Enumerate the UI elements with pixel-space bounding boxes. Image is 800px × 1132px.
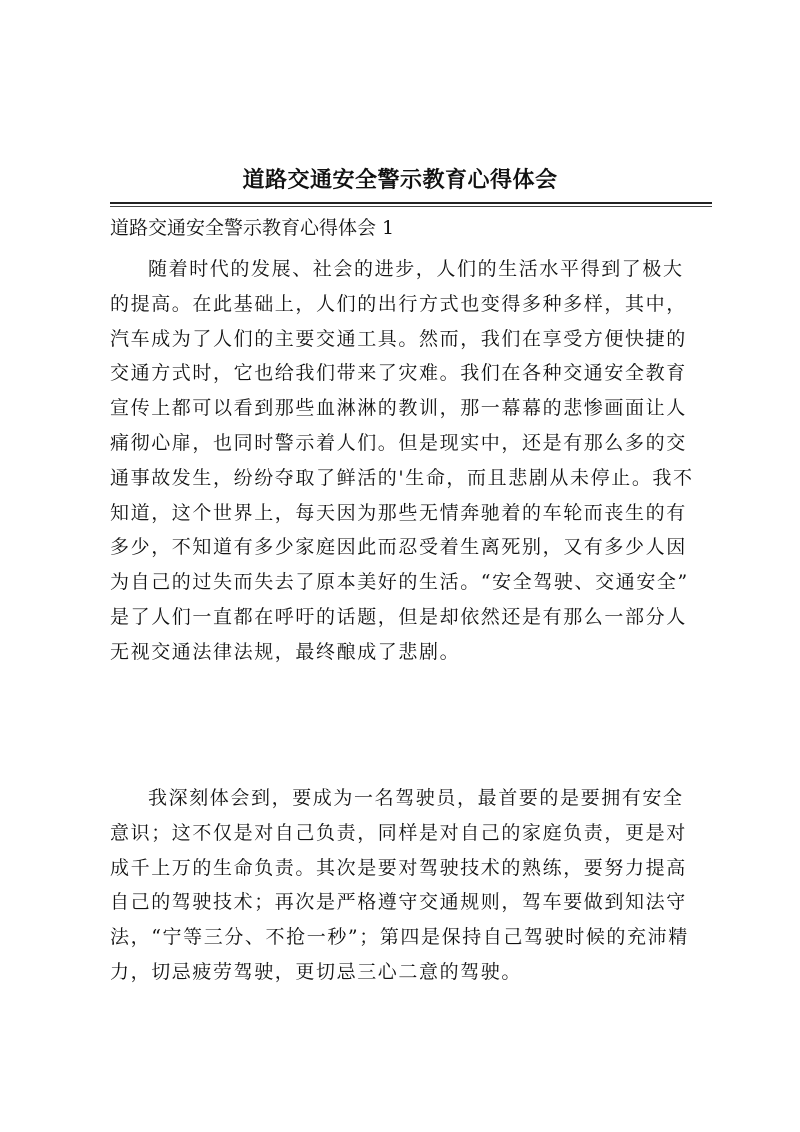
paragraph-line: 意识；这不仅是对自己负责，同样是对自己的家庭负责，更是对 xyxy=(110,821,687,844)
document-title: 道路交通安全警示教育心得体会 xyxy=(242,167,558,193)
paragraph-line: 是了人们一直都在呼吁的话题，但是却依然还是有那么一部分人 xyxy=(110,605,687,628)
paragraph-line: 交通方式时，它也给我们带来了灾难。我们在各种交通安全教育 xyxy=(110,362,687,385)
paragraph-line: 自己的驾驶技术；再次是严格遵守交通规则，驾车要做到知法守 xyxy=(110,891,687,914)
section-heading: 道路交通安全警示教育心得体会 1 xyxy=(110,217,395,239)
paragraph-line: 无视交通法律法规，最终酿成了悲剧。 xyxy=(110,640,461,663)
paragraph-line: 法，“宁等三分、不抢一秒”；第四是保持自己驾驶时候的充沛精 xyxy=(110,926,689,949)
paragraph-line: 知道，这个世界上，每天因为那些无情奔驰着的车轮而丧生的有 xyxy=(110,501,687,524)
paragraph-line: 成千上万的生命负责。其次是要对驾驶技术的熟练，要努力提高 xyxy=(110,856,687,879)
paragraph-line: 为自己的过失而失去了原本美好的生活。“安全驾驶、交通安全” xyxy=(110,571,689,594)
paragraph-line: 宣传上都可以看到那些血淋淋的教训，那一幕幕的悲惨画面让人 xyxy=(110,397,687,420)
title-divider-thick xyxy=(110,202,712,204)
paragraph-line: 力，切忌疲劳驾驶，更切忌三心二意的驾驶。 xyxy=(110,960,523,983)
paragraph-1 xyxy=(110,252,720,670)
paragraph-line: 多少，不知道有多少家庭因此而忍受着生离死别，又有多少人因 xyxy=(110,536,687,559)
title-divider-thin xyxy=(110,206,712,207)
paragraph-line: 随着时代的发展、社会的进步，人们的生活水平得到了极大 xyxy=(148,258,684,280)
paragraph-line: 我深刻体会到，要成为一名驾驶员，最首要的是要拥有安全 xyxy=(148,787,684,809)
paragraph-line: 痛彻心扉，也同时警示着人们。但是现实中，还是有那么多的交 xyxy=(110,431,687,454)
paragraph-line: 汽车成为了人们的主要交通工具。然而，我们在享受方便快捷的 xyxy=(110,327,687,350)
paragraph-2 xyxy=(110,781,720,990)
paragraph-line: 通事故发生，纷纷夺取了鲜活的'生命，而且悲剧从未停止。我不 xyxy=(110,466,694,489)
paragraph-line: 的提高。在此基础上，人们的出行方式也变得多种多样，其中， xyxy=(110,292,687,315)
